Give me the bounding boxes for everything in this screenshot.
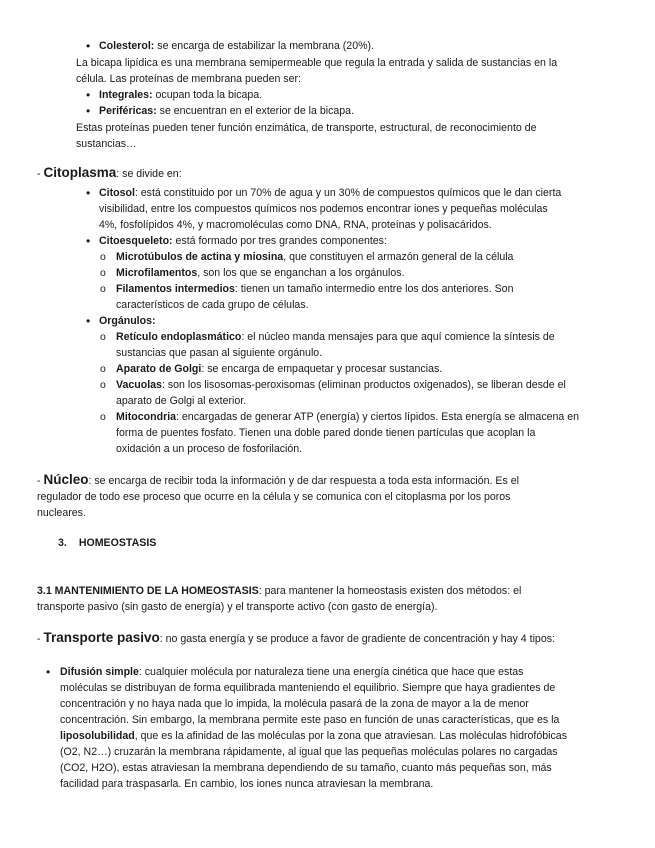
proteinas-paragraph-line-2: sustancias… (76, 138, 137, 150)
sub-bullet-icon: o (100, 363, 106, 375)
homeostasis-heading (58, 535, 156, 551)
bullet-icon: • (86, 104, 91, 118)
text: está formado por tres grandes componentes: (172, 235, 387, 247)
intro: : se divide en: (116, 168, 182, 180)
difusion-line-2: moléculas se distribuyan de forma equilibrada manteniendo el equilibrio. Siempre que haya gradientes de (60, 682, 556, 694)
section-title: Núcleo (43, 472, 89, 487)
text: : cualquier molécula por naturaleza tiene una energía cinética que hace que estas (138, 666, 524, 678)
reticulo-line-2: sustancias que pasan al siguiente orgánulo. (116, 347, 323, 359)
term: Periféricas: (99, 105, 157, 117)
text: : tienen un tamaño intermedio entre los dos anteriores. Son (234, 283, 514, 295)
text: se encarga de estabilizar la membrana (20%). (154, 40, 374, 52)
sub-bullet-icon: o (100, 331, 106, 343)
sub-bullet-icon: o (100, 283, 106, 295)
term: Vacuolas (116, 379, 162, 391)
nucleo-line-3: nucleares. (37, 507, 86, 519)
text: , son los que se enganchan a los orgánulos. (197, 267, 405, 279)
term: 3.1 MANTENIMIENTO DE LA HOMEOSTASIS (37, 585, 259, 597)
bicapa-paragraph-line-2: célula. Las proteínas de membrana pueden ser: (76, 73, 301, 85)
text: : se encarga de recibir toda la información y de dar respuesta a toda esta información. Es el (88, 475, 519, 487)
dash: - (37, 168, 44, 180)
filamentos-line-1 (116, 281, 513, 297)
citoesqueleto-item (99, 233, 387, 249)
filamentos-line-2: característicos de cada grupo de células. (116, 299, 309, 311)
term: Integrales: (99, 89, 153, 101)
sub-bullet-icon: o (100, 411, 106, 423)
difusion-line-1 (60, 664, 523, 680)
difusion-line-6: (O2, N2…) cruzarán la membrana rápidamente, al igual que las pequeñas moléculas polares no cargadas (60, 746, 558, 758)
term: Citosol (99, 187, 135, 199)
term: liposolubilidad (60, 730, 135, 742)
bicapa-paragraph-line-1: La bicapa lipídica es una membrana semipermeable que regula la entrada y salida de sustancias en la (76, 57, 558, 69)
bullet-icon: • (86, 234, 91, 248)
intro: : no gasta energía y se produce a favor de gradiente de concentración y hay 4 tipos: (159, 633, 555, 645)
citosol-line-3: 4%, fosfolípidos 4%, y macromoléculas como DNA, RNA, proteínas y polisacáridos. (99, 219, 492, 231)
heading-number: 3. (58, 537, 67, 549)
sub-bullet-icon: o (100, 251, 106, 263)
term: Filamentos intermedios (116, 283, 235, 295)
heading-text: HOMEOSTASIS (78, 537, 157, 549)
term: Colesterol: (99, 40, 155, 52)
text: , que constituyen el armazón general de la célula (283, 251, 514, 263)
citoplasma-heading (37, 165, 182, 182)
difusion-line-5 (60, 728, 567, 744)
term: Microtúbulos de actina y miosina (116, 251, 284, 263)
proteinas-paragraph-line-1: Estas proteínas pueden tener función enzimática, de transporte, estructural, de reconocimiento de (76, 122, 537, 134)
vacuolas-line-2: aparato de Golgi al exterior. (116, 395, 247, 407)
text: , que es la afinidad de las moléculas por la zona que atraviesan. Las moléculas hidrofóbicas (134, 730, 567, 742)
bullet-icon: • (86, 186, 91, 200)
microtubulos-item (116, 249, 513, 265)
section-title: Citoplasma (43, 165, 117, 180)
text: : encargadas de generar ATP (energía) y ciertos lípidos. Esta energía se almacena en (176, 411, 580, 423)
nucleo-line-2: regulador de todo ese proceso que ocurre en la célula y se comunica con el citoplasma por los poros (37, 491, 511, 503)
mitocondria-line-3: oxidación a un proceso de fosforilación. (116, 443, 303, 455)
term: Mitocondria (116, 411, 177, 423)
bullet-icon: • (86, 88, 91, 102)
text: : está constituido por un 70% de agua y un 30% de compuestos químicos que le dan cierta (134, 187, 562, 199)
microfilamentos-item (116, 265, 405, 281)
text: ocupan toda la bicapa. (152, 89, 263, 101)
term: Citoesqueleto: (99, 235, 173, 247)
text: : se encarga de empaquetar y procesar sustancias. (201, 363, 443, 375)
citosol-line-2: visibilidad, entre los compuestos químicos nos podemos encontrar iones y pequeñas moléculas (99, 203, 548, 215)
term: Retículo endoplasmático (116, 331, 242, 343)
perifericas-item (99, 103, 354, 119)
difusion-line-8: facilidad para traspasarla. En cambio, los iones nunca atraviesan la membrana. (60, 778, 434, 790)
text: : son los lisosomas-peroxisomas (eliminan productos oxigenados), se liberan desde el (161, 379, 566, 391)
bullet-icon: • (86, 39, 91, 53)
term: Difusión simple (60, 666, 139, 678)
dash: - (37, 633, 44, 645)
integrales-item (99, 87, 262, 103)
bullet-icon: • (86, 314, 91, 328)
term: Microfilamentos (116, 267, 198, 279)
text: : para mantener la homeostasis existen dos métodos: el (258, 585, 522, 597)
mantenimiento-line-1 (37, 583, 521, 599)
difusion-line-3: concentración y no haya nada que lo impida, la molécula pasará de la zona de mayor a la de menor (60, 698, 529, 710)
sub-bullet-icon: o (100, 267, 106, 279)
bullet-icon: • (46, 665, 51, 679)
term: Aparato de Golgi (116, 363, 202, 375)
nucleo-line-1 (37, 472, 519, 489)
golgi-item (116, 361, 442, 377)
citosol-line-1 (99, 185, 561, 201)
mantenimiento-line-2: transporte pasivo (sin gasto de energía) y el transporte activo (con gasto de energía). (37, 601, 438, 613)
sub-bullet-icon: o (100, 379, 106, 391)
text: se encuentran en el exterior de la bicapa. (156, 105, 355, 117)
difusion-line-4: concentración. Sin embargo, la membrana permite este paso en función de unas características, que es la (60, 714, 560, 726)
mitocondria-line-2: forma de puentes fosfato. Tienen una doble pared donde tienen partículas que acoplan la (116, 427, 536, 439)
transporte-pasivo-heading (37, 630, 555, 647)
mitocondria-line-1 (116, 409, 579, 425)
organulos-item (99, 313, 156, 329)
section-title: Transporte pasivo (43, 630, 160, 645)
term: Orgánulos: (99, 315, 156, 327)
vacuolas-line-1 (116, 377, 566, 393)
reticulo-line-1 (116, 329, 555, 345)
difusion-line-7: (CO2, H2O), estas atraviesan la membrana dependiendo de su tamaño, cuanto más pequeñas son, más (60, 762, 552, 774)
text: : el núcleo manda mensajes para que aquí comience la síntesis de (241, 331, 555, 343)
colesterol-item (99, 38, 374, 54)
dash: - (37, 475, 44, 487)
